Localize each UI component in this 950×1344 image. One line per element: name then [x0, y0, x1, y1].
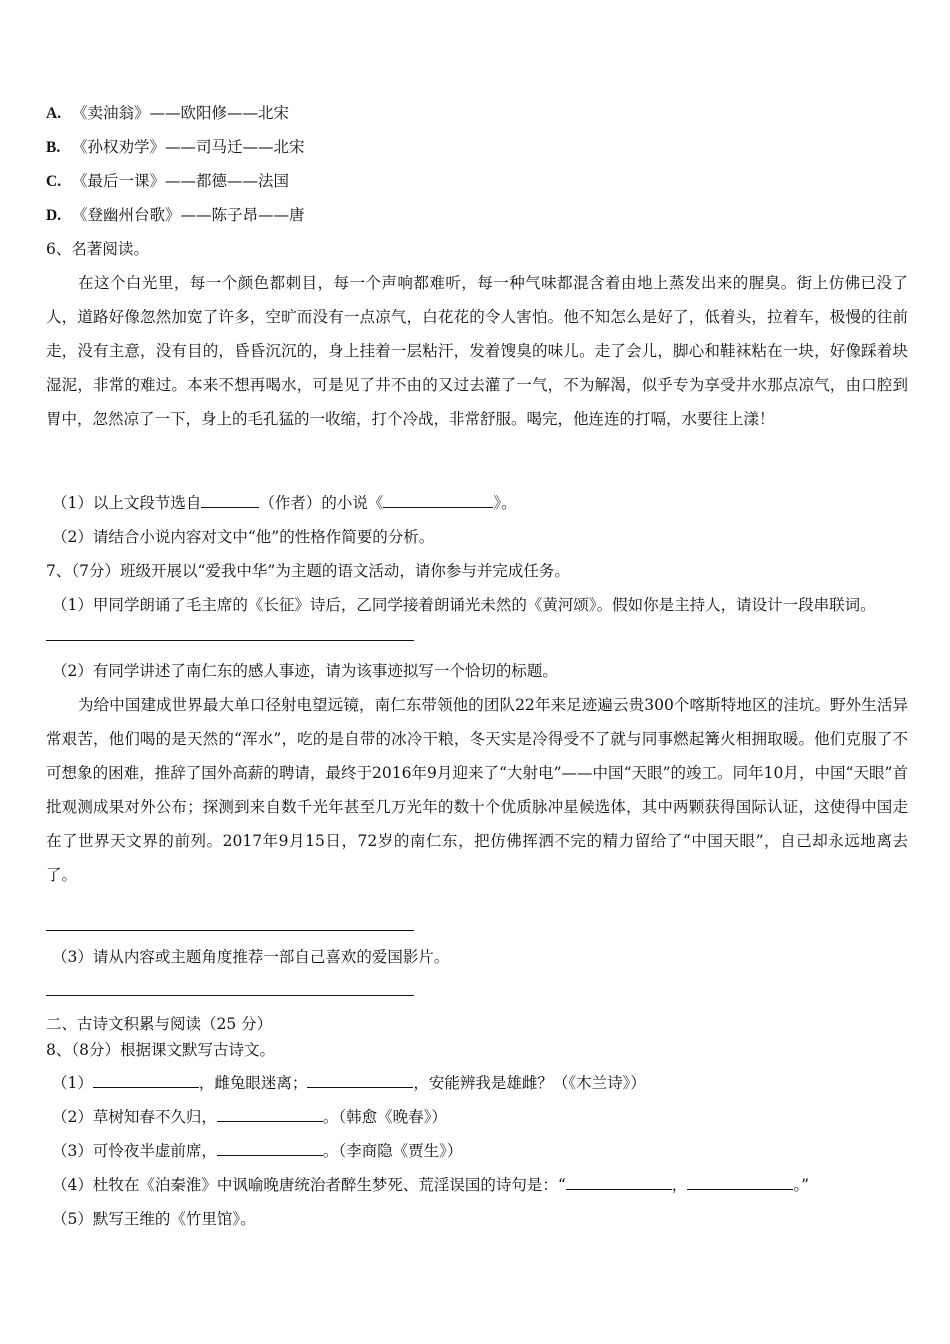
novel-blank[interactable]	[383, 492, 493, 508]
q8-sub4-prefix: （4）杜牧在《泊秦淮》中讽喻晚唐统治者醉生梦死、荒淫误国的诗句是：“	[52, 1176, 566, 1194]
q7-sub2: （2）有同学讲述了南仁东的感人事迹，请为该事迹拟写一个恰切的标题。	[52, 662, 558, 680]
q6-sub2: （2）请结合小说内容对文中“他”的性格作简要的分析。	[52, 528, 435, 546]
q8-sub4	[52, 1174, 809, 1196]
q6-sub1	[52, 492, 517, 514]
q6-passage: 在这个白光里，每一个颜色都刺目，每一个声响都难听，每一种气味都混含着由地上蒸发出来的腥臭。街上仿佛已没了人，道路好像忽然加宽了许多，空旷而没有一点凉气，白花花的令人害怕。他不知怎么是好了，低着头，拉着车，极慢的往前走，没有主意，没有目的，昏昏沉沉的，身上挂着一层粘汗，发着馊臭的味儿。走了会儿，脚心和鞋袜粘在一块，好像踩着块湿泥，非常的难过。本来不想再喝水，可是见了井不由的又过去灌了一气，不为解渴，似乎专为享受井水那点凉气，由口腔到胃中，忽然凉了一下，身上的毛孔猛的一收缩，打个冷战，非常舒服。喝完，他连连的打嗝，水要往上漾！	[46, 274, 908, 428]
q8-sub5: （5）默写王维的《竹里馆》。	[52, 1210, 256, 1228]
option-d	[46, 204, 305, 227]
q8-sub1-prefix: （1）	[52, 1074, 93, 1092]
option-letter: B.	[46, 139, 61, 156]
option-a	[46, 102, 289, 125]
option-text: 《登幽州台歌》——陈子昂——唐	[72, 206, 305, 224]
option-letter: D.	[46, 207, 62, 224]
q8-sub2-prefix: （2）草树知春不久归，	[52, 1108, 217, 1126]
poem-blank[interactable]	[93, 1072, 199, 1088]
poem-blank[interactable]	[217, 1106, 323, 1122]
poem-blank[interactable]	[217, 1140, 323, 1156]
q8-sub3	[52, 1140, 462, 1162]
option-c	[46, 170, 289, 193]
q8-sub2-suffix: 。（韩愈《晚春》）	[322, 1108, 447, 1126]
answer-line[interactable]	[46, 640, 414, 641]
poem-blank[interactable]	[566, 1174, 672, 1190]
q8-sub2	[52, 1106, 447, 1128]
q8-sub4-middle: ，	[671, 1176, 688, 1194]
q8-sub1-middle: ，雌兔眼迷离；	[198, 1074, 308, 1092]
q8-sub3-prefix: （3）可怜夜半虚前席，	[52, 1142, 217, 1160]
q6-sub1-suffix: 》。	[493, 494, 517, 512]
author-blank[interactable]	[201, 492, 259, 508]
section-heading: 二、古诗文积累与阅读（25 分）	[46, 1015, 273, 1033]
option-b	[46, 136, 305, 159]
q7-title: 7、（7分）班级开展以“爱我中华”为主题的语文活动，请你参与并完成任务。	[46, 562, 570, 580]
option-text: 《卖油翁》——欧阳修——北宋	[72, 104, 290, 122]
q6-sub1-prefix: （1）以上文段节选自	[52, 494, 202, 512]
option-letter: C.	[46, 173, 62, 190]
q8-sub3-suffix: 。（李商隐《贾生》）	[322, 1142, 463, 1160]
option-letter: A.	[46, 105, 62, 122]
poem-blank[interactable]	[307, 1072, 413, 1088]
q8-sub4-suffix: 。”	[793, 1176, 809, 1194]
q8-title: 8、（8分）根据课文默写古诗文。	[46, 1041, 275, 1059]
q7-sub3: （3）请从内容或主题角度推荐一部自己喜欢的爱国影片。	[52, 948, 450, 966]
option-text: 《孙权劝学》——司马迁——北宋	[72, 138, 305, 156]
answer-line[interactable]	[46, 930, 414, 931]
q6-title: 6、名著阅读。	[46, 240, 149, 258]
q7-sub1: （1）甲同学朗诵了毛主席的《长征》诗后，乙同学接着朗诵光未然的《黄河颂》。假如你是主持人，请设计一段串联词。	[52, 596, 876, 614]
q8-sub1-suffix: ，安能辨我是雄雌？（《木兰诗》）	[413, 1074, 646, 1092]
q6-sub1-middle: （作者）的小说《	[259, 494, 384, 512]
q8-sub1	[52, 1072, 646, 1094]
answer-line[interactable]	[46, 995, 414, 996]
q7-passage: 为给中国建成世界最大单口径射电望远镜，南仁东带领他的团队22年来足迹遍云贵300个喀斯特地区的洼坑。野外生活异常艰苦，他们喝的是天然的“浑水”，吃的是自带的冰冷干粮，冬天实是冷得受不了就与同事燃起篝火相拥取暖。他们克服了不可想象的困难，推辞了国外高薪的聘请，最终于2016年9月迎来了“大射电”——中国“天眼”的竣工。同年10月，中国“天眼”首批观测成果对外公布；探测到来自数千光年甚至几万光年的数十个优质脉冲星候选体，其中两颗获得国际认证，这使得中国走在了世界天文界的前列。2017年9月15日，72岁的南仁东，把仿佛挥洒不完的精力留给了“中国天眼”，自己却永远地离去了。	[46, 696, 908, 884]
poem-blank[interactable]	[687, 1174, 793, 1190]
option-text: 《最后一课》——都德——法国	[72, 172, 290, 190]
